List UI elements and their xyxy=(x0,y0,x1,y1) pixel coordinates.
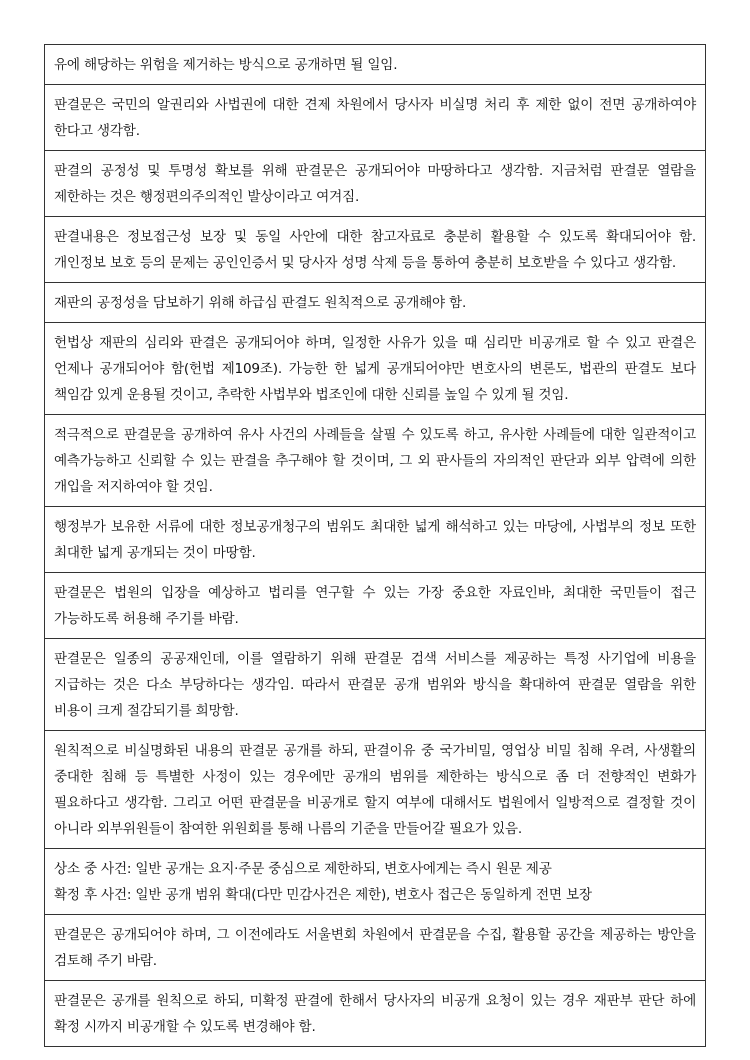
opinion-cell: 재판의 공정성을 담보하기 위해 하급심 판결도 원칙적으로 공개해야 함. xyxy=(45,283,706,323)
table-row xyxy=(45,507,706,573)
opinion-cell: 적극적으로 판결문을 공개하여 유사 사건의 사례들을 살필 수 있도록 하고, 유사한 사례들에 대한 일관적이고 예측가능하고 신뢰할 수 있는 판결을 추구해야 할 것이며, 그 외 판사들의 자의적인 판단과 외부 압력에 의한 개입을 저지하여야 할 것임. xyxy=(45,415,706,507)
table-row xyxy=(45,981,706,1047)
table-row xyxy=(45,85,706,151)
opinion-table xyxy=(44,44,706,1047)
opinion-cell: 헌법상 재판의 심리와 판결은 공개되어야 하며, 일정한 사유가 있을 때 심리만 비공개로 할 수 있고 판결은 언제나 공개되어야 함(헌법 제109조). 가능한 한 넓게 공개되어야만 변호사의 변론도, 법관의 판결도 보다 책임감 있게 운용될 것이고, 추락한 사법부와 법조인에 대한 신뢰를 높일 수 있게 될 것임. xyxy=(45,323,706,415)
table-row xyxy=(45,639,706,731)
opinion-cell: 판결문은 공개되어야 하며, 그 이전에라도 서울변회 차원에서 판결문을 수집, 활용할 공간을 제공하는 방안을 검토해 주기 바람. xyxy=(45,915,706,981)
opinion-cell: 원칙적으로 비실명화된 내용의 판결문 공개를 하되, 판결이유 중 국가비밀, 영업상 비밀 침해 우려, 사생활의 중대한 침해 등 특별한 사정이 있는 경우에만 공개의 범위를 제한하는 방식으로 좀 더 전향적인 변화가 필요하다고 생각함. 그리고 어떤 판결문을 비공개로 할지 여부에 대해서도 법원에서 일방적으로 결정할 것이 아니라 외부위원들이 참여한 위원회를 통해 나름의 기준을 만들어갈 필요가 있음. xyxy=(45,731,706,849)
opinion-cell: 판결문은 국민의 알권리와 사법권에 대한 견제 차원에서 당사자 비실명 처리 후 제한 없이 전면 공개하여야 한다고 생각함. xyxy=(45,85,706,151)
opinion-table-body xyxy=(45,45,706,1047)
table-row xyxy=(45,217,706,283)
opinion-line-appeal-pending: 상소 중 사건: 일반 공개는 요지·주문 중심으로 제한하되, 변호사에게는 즉시 원문 제공 xyxy=(54,861,552,877)
opinion-line-after-finalization: 확정 후 사건: 일반 공개 범위 확대(다만 민감사건은 제한), 변호사 접근은 동일하게 전면 보장 xyxy=(54,887,592,903)
table-row xyxy=(45,415,706,507)
opinion-cell: 판결문은 법원의 입장을 예상하고 법리를 연구할 수 있는 가장 중요한 자료인바, 최대한 국민들이 접근 가능하도록 허용해 주기를 바람. xyxy=(45,573,706,639)
table-row xyxy=(45,731,706,849)
table-row xyxy=(45,283,706,323)
table-row xyxy=(45,849,706,915)
table-row xyxy=(45,323,706,415)
table-row xyxy=(45,45,706,85)
opinion-cell xyxy=(45,849,706,915)
opinion-cell: 판결문은 일종의 공공재인데, 이를 열람하기 위해 판결문 검색 서비스를 제공하는 특정 사기업에 비용을 지급하는 것은 다소 부당하다는 생각임. 따라서 판결문 공개 범위와 방식을 확대하여 판결문 열람을 위한 비용이 크게 절감되기를 희망함. xyxy=(45,639,706,731)
table-row xyxy=(45,573,706,639)
opinion-cell: 판결문은 공개를 원칙으로 하되, 미확정 판결에 한해서 당사자의 비공개 요청이 있는 경우 재판부 판단 하에 확정 시까지 비공개할 수 있도록 변경해야 함. xyxy=(45,981,706,1047)
table-row xyxy=(45,915,706,981)
opinion-cell: 판결내용은 정보접근성 보장 및 동일 사안에 대한 참고자료로 충분히 활용할 수 있도록 확대되어야 함. 개인정보 보호 등의 문제는 공인인증서 및 당사자 성명 삭제 등을 통하여 충분히 보호받을 수 있다고 생각함. xyxy=(45,217,706,283)
opinion-cell: 행정부가 보유한 서류에 대한 정보공개청구의 범위도 최대한 넓게 해석하고 있는 마당에, 사법부의 정보 또한 최대한 넓게 공개되는 것이 마땅함. xyxy=(45,507,706,573)
opinion-cell: 유에 해당하는 위험을 제거하는 방식으로 공개하면 될 일임. xyxy=(45,45,706,85)
table-row xyxy=(45,151,706,217)
opinion-cell: 판결의 공정성 및 투명성 확보를 위해 판결문은 공개되어야 마땅하다고 생각함. 지금처럼 판결문 열람을 제한하는 것은 행정편의주의적인 발상이라고 여겨짐. xyxy=(45,151,706,217)
